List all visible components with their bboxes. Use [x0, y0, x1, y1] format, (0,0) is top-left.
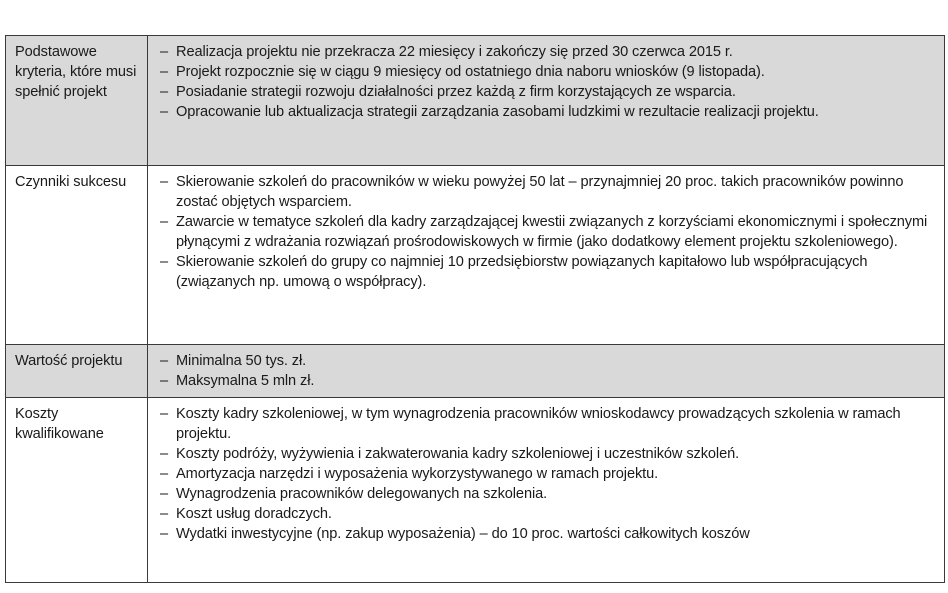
list-item-text: Koszty podróży, wyżywienia i zakwaterowania kadry szkoleniowej i uczestników szkoleń.	[176, 446, 740, 462]
table-row	[6, 398, 945, 583]
row-label: Koszty kwalifikowane	[15, 406, 104, 442]
list-item: – Koszt usług doradczych.	[160, 506, 332, 522]
list-item-text: Posiadanie strategii rozwoju działalności przez każdą z firm korzystających ze wsparcia.	[176, 84, 736, 100]
list-item: – Wynagrodzenia pracowników delegowanych na szkolenia.	[160, 486, 548, 502]
list-item-text: Zawarcie w tematyce szkoleń dla kadry zarządzającej kwestii związanych z korzyściami ekonomicznymi i społecznymi płynącymi z wdrażania rozwiązań prośrodowiskowych w firmie (jako dodatkowy element projektu szkoleniowego).	[176, 214, 928, 250]
row-label: Podstawowe kryteria, które musi spełnić projekt	[15, 44, 137, 100]
list-item: – Koszty kadry szkoleniowej, w tym wynagrodzenia pracowników wnioskodawcy prowadzących szkolenia w ramach projektu.	[160, 406, 901, 442]
row-label-cell	[6, 166, 148, 345]
list-item-text: Skierowanie szkoleń do grupy co najmniej 10 przedsiębiorstw powiązanych kapitałowo lub współpracujących (związanych np. umową o współpracy).	[176, 254, 868, 290]
list-item: – Realizacja projektu nie przekracza 22 miesięcy i zakończy się przed 30 czerwca 2015 r.	[160, 44, 733, 60]
row-content-cell	[148, 398, 945, 583]
row-label-cell	[6, 398, 148, 583]
list-item: – Amortyzacja narzędzi i wyposażenia wykorzystywanego w ramach projektu.	[160, 466, 659, 482]
list-item-text: Minimalna 50 tys. zł.	[176, 353, 307, 369]
row-content-cell	[148, 36, 945, 166]
list-item-text: Opracowanie lub aktualizacja strategii zarządzania zasobami ludzkimi w rezultacie realizacji projektu.	[176, 104, 819, 120]
row-label: Wartość projektu	[15, 353, 123, 369]
list-item: – Wydatki inwestycyjne (np. zakup wyposażenia) – do 10 proc. wartości całkowitych koszów	[160, 526, 750, 542]
list-item-text: Koszt usług doradczych.	[176, 506, 332, 522]
list-item: – Koszty podróży, wyżywienia i zakwaterowania kadry szkoleniowej i uczestników szkoleń.	[160, 446, 740, 462]
list-item-text: Koszty kadry szkoleniowej, w tym wynagrodzenia pracowników wnioskodawcy prowadzących szkolenia w ramach projektu.	[176, 406, 901, 442]
list-item: – Projekt rozpocznie się w ciągu 9 miesięcy od ostatniego dnia naboru wniosków (9 listopada).	[160, 64, 765, 80]
list-item: – Zawarcie w tematyce szkoleń dla kadry zarządzającej kwestii związanych z korzyściami ekonomicznymi i społecznymi płynącymi z wdrażania rozwiązań prośrodowiskowych w firmie (jako dodatkowy element projektu szkoleniowego).	[160, 214, 928, 250]
row-label: Czynniki sukcesu	[15, 174, 127, 190]
list-item: – Skierowanie szkoleń do grupy co najmniej 10 przedsiębiorstw powiązanych kapitałowo lub współpracujących (związanych np. umową o współpracy).	[160, 254, 868, 290]
list-item-text: Projekt rozpocznie się w ciągu 9 miesięcy od ostatniego dnia naboru wniosków (9 listopada).	[176, 64, 765, 80]
table-row	[6, 345, 945, 398]
row-label-cell	[6, 36, 148, 166]
list-item: – Maksymalna 5 mln zł.	[160, 373, 315, 389]
list-item-text: Wydatki inwestycyjne (np. zakup wyposażenia) – do 10 proc. wartości całkowitych koszów	[176, 526, 750, 542]
list-item: – Skierowanie szkoleń do pracowników w wieku powyżej 50 lat – przynajmniej 20 proc. takich pracowników powinno zostać objętych wsparciem.	[160, 174, 904, 210]
list-item-text: Skierowanie szkoleń do pracowników w wieku powyżej 50 lat – przynajmniej 20 proc. takich pracowników powinno zostać objętych wsparciem.	[176, 174, 904, 210]
row-content-cell	[148, 166, 945, 345]
list-item: – Posiadanie strategii rozwoju działalności przez każdą z firm korzystających ze wsparcia.	[160, 84, 736, 100]
list-item: – Minimalna 50 tys. zł.	[160, 353, 307, 369]
row-content-cell	[148, 345, 945, 398]
list-item-text: Realizacja projektu nie przekracza 22 miesięcy i zakończy się przed 30 czerwca 2015 r.	[176, 44, 733, 60]
list-item-text: Maksymalna 5 mln zł.	[176, 373, 315, 389]
list-item-text: Wynagrodzenia pracowników delegowanych na szkolenia.	[176, 486, 548, 502]
row-label-cell	[6, 345, 148, 398]
list-item: – Opracowanie lub aktualizacja strategii zarządzania zasobami ludzkimi w rezultacie realizacji projektu.	[160, 104, 819, 120]
table-row	[6, 36, 945, 166]
table-row	[6, 166, 945, 345]
list-item-text: Amortyzacja narzędzi i wyposażenia wykorzystywanego w ramach projektu.	[176, 466, 659, 482]
criteria-table	[5, 35, 945, 583]
